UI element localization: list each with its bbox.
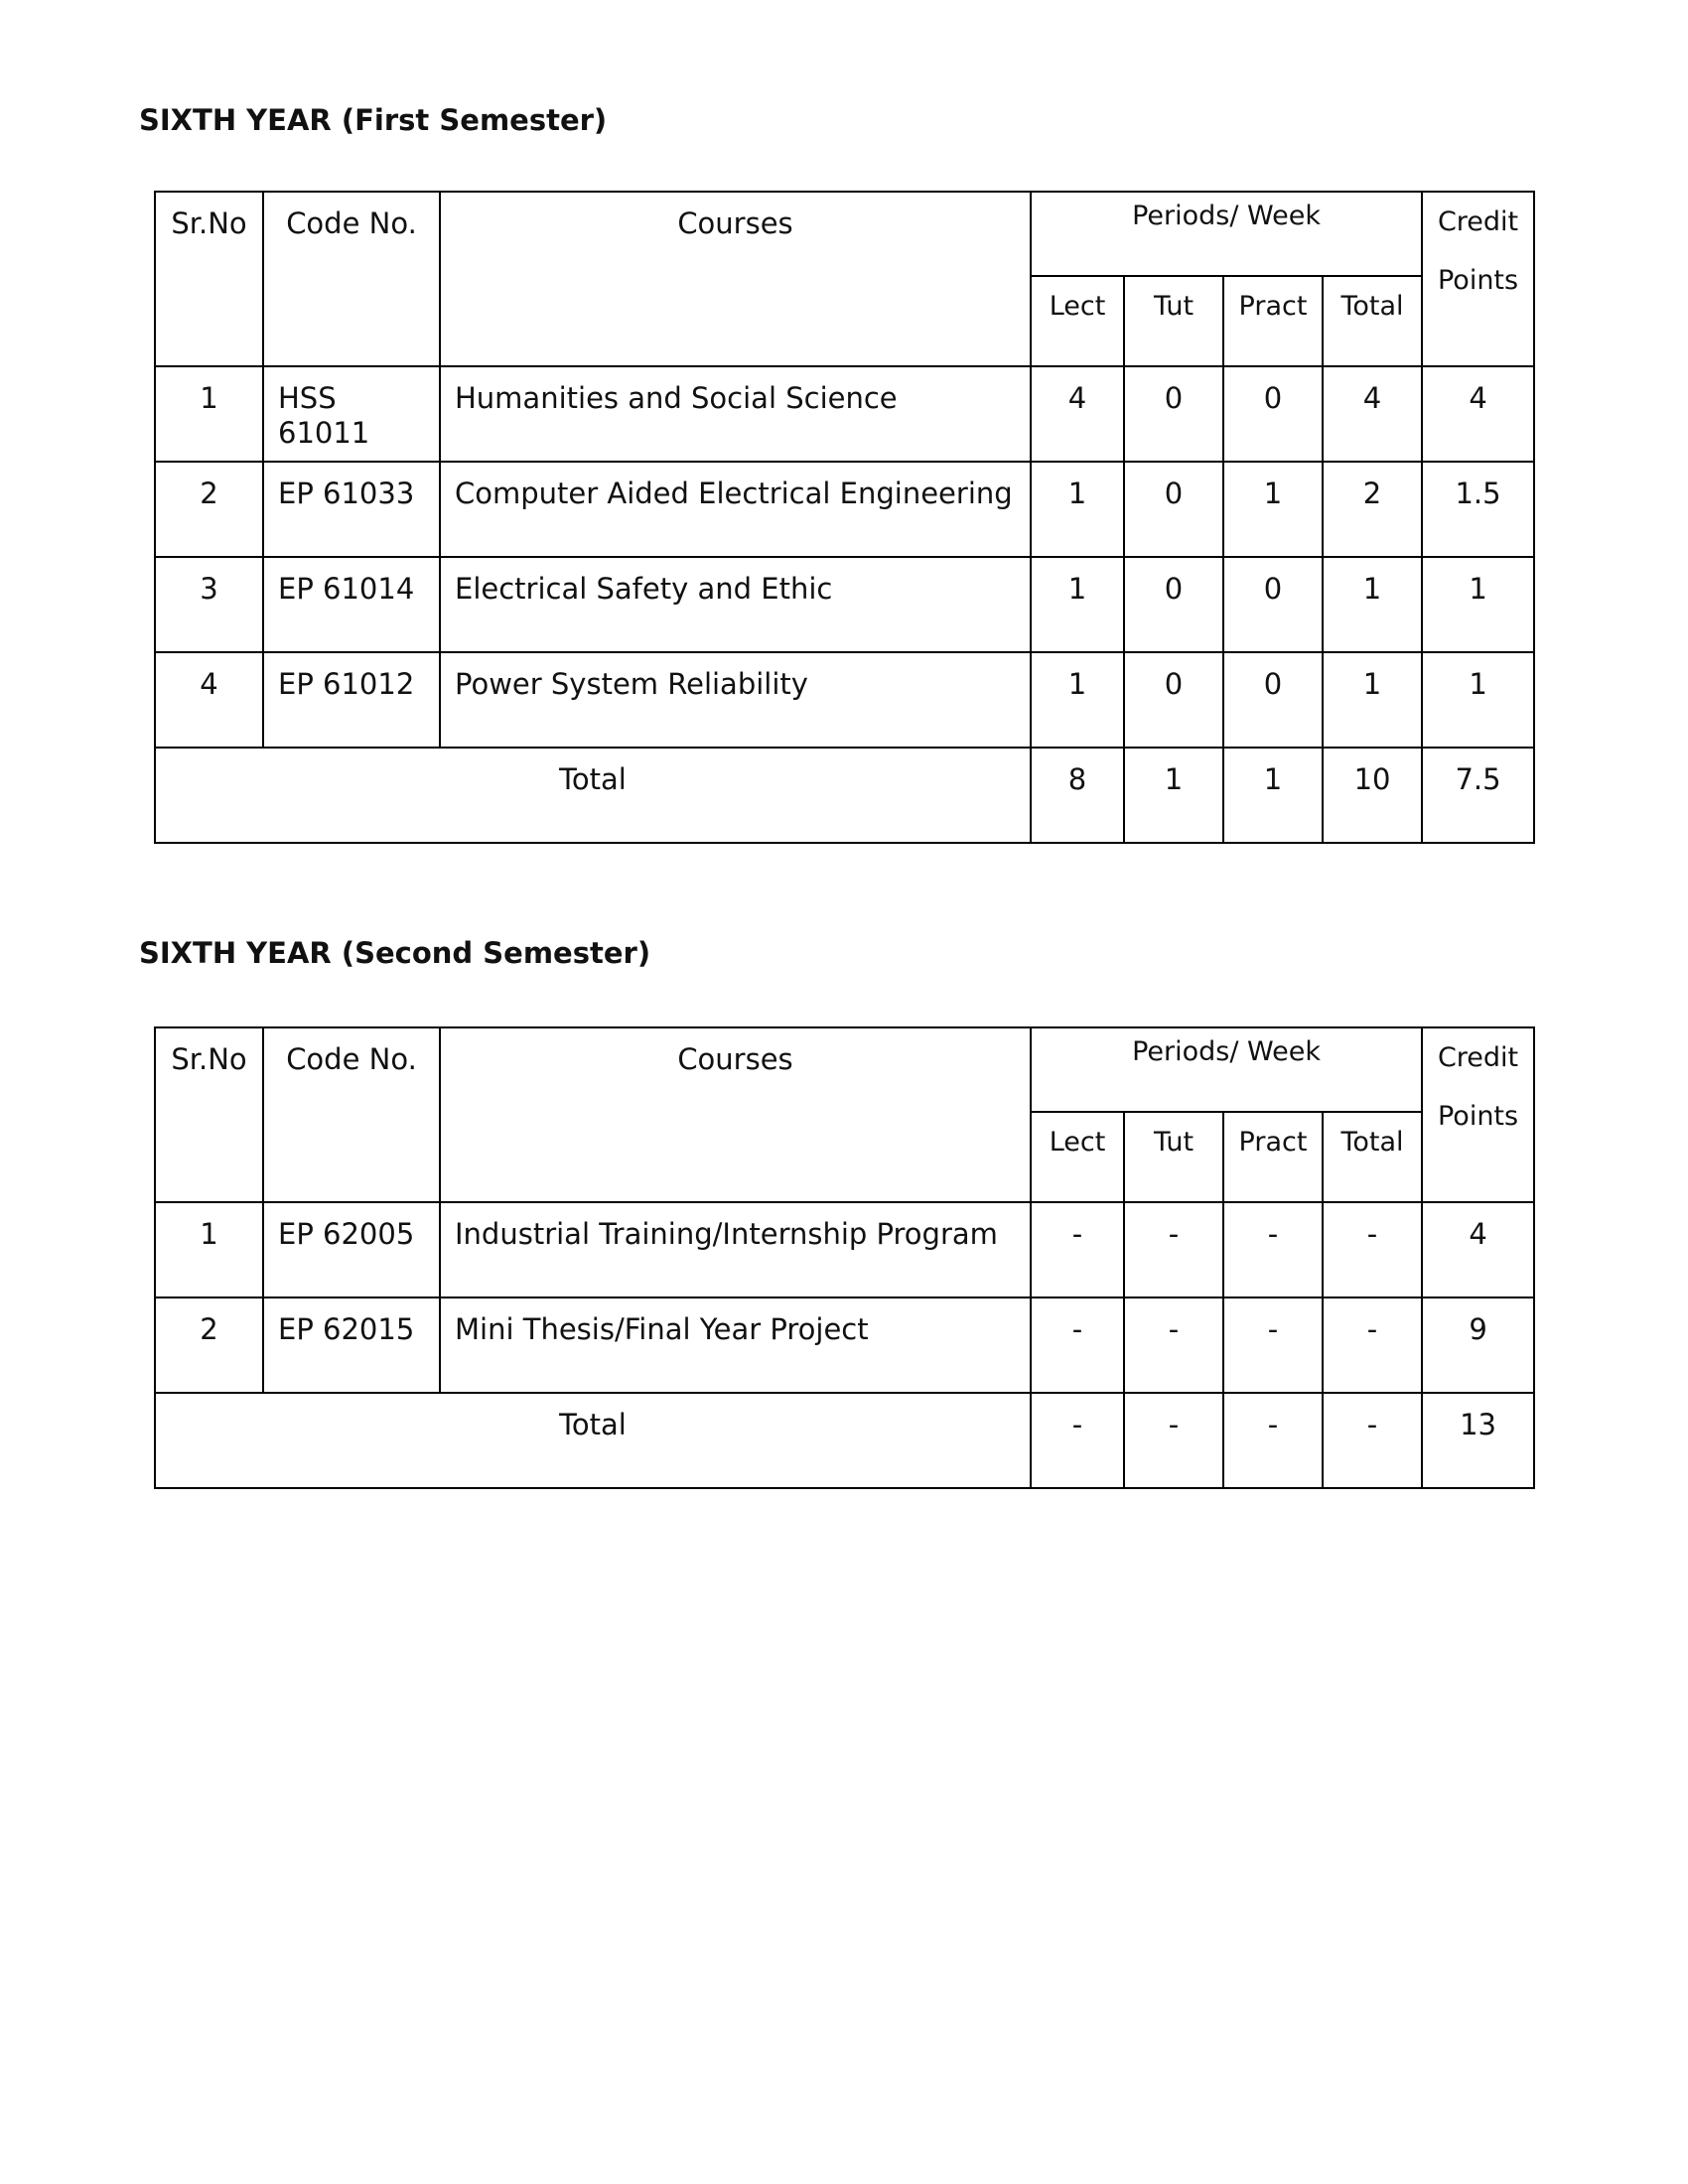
cell-credit: 1.5 xyxy=(1422,462,1534,557)
header-points-label: Points xyxy=(1437,265,1519,297)
header-credit-label: Credit xyxy=(1437,206,1519,237)
total-pract: - xyxy=(1223,1393,1323,1488)
cell-total: - xyxy=(1323,1202,1422,1297)
cell-course: Computer Aided Electrical Engineering xyxy=(440,462,1031,557)
total-lect: 8 xyxy=(1031,748,1124,843)
cell-total: 4 xyxy=(1323,366,1422,462)
table-row xyxy=(155,557,1534,652)
header-tut: Tut xyxy=(1124,276,1223,366)
cell-sr: 1 xyxy=(155,1202,263,1297)
header-periods-week: Periods/ Week xyxy=(1031,192,1422,276)
cell-lect: 4 xyxy=(1031,366,1124,462)
cell-code: HSS 61011 xyxy=(263,366,440,462)
header-total: Total xyxy=(1323,1112,1422,1202)
cell-code: EP 62015 xyxy=(263,1297,440,1393)
cell-tut: 0 xyxy=(1124,557,1223,652)
cell-pract: 1 xyxy=(1223,462,1323,557)
header-tut: Tut xyxy=(1124,1112,1223,1202)
cell-code: EP 62005 xyxy=(263,1202,440,1297)
semester-2-title: SIXTH YEAR (Second Semester) xyxy=(139,936,651,970)
header-lect: Lect xyxy=(1031,1112,1124,1202)
header-lect: Lect xyxy=(1031,276,1124,366)
header-credit-points xyxy=(1422,1027,1534,1202)
semester-2-table xyxy=(154,1026,1535,1489)
cell-credit: 1 xyxy=(1422,557,1534,652)
total-label: Total xyxy=(155,1393,1031,1488)
cell-tut: 0 xyxy=(1124,366,1223,462)
cell-sr: 4 xyxy=(155,652,263,748)
cell-lect: - xyxy=(1031,1297,1124,1393)
cell-course: Industrial Training/Internship Program xyxy=(440,1202,1031,1297)
cell-tut: - xyxy=(1124,1297,1223,1393)
header-code-no: Code No. xyxy=(263,192,440,366)
cell-credit: 4 xyxy=(1422,1202,1534,1297)
header-sr-no: Sr.No xyxy=(155,192,263,366)
table-row xyxy=(155,462,1534,557)
cell-pract: 0 xyxy=(1223,557,1323,652)
cell-total: 1 xyxy=(1323,652,1422,748)
total-tut: - xyxy=(1124,1393,1223,1488)
cell-credit: 4 xyxy=(1422,366,1534,462)
cell-tut: 0 xyxy=(1124,462,1223,557)
table-row xyxy=(155,1297,1534,1393)
cell-pract: 0 xyxy=(1223,652,1323,748)
total-credit: 7.5 xyxy=(1422,748,1534,843)
cell-credit: 9 xyxy=(1422,1297,1534,1393)
total-total: - xyxy=(1323,1393,1422,1488)
cell-credit: 1 xyxy=(1422,652,1534,748)
cell-sr: 2 xyxy=(155,462,263,557)
total-label: Total xyxy=(155,748,1031,843)
cell-course: Humanities and Social Science xyxy=(440,366,1031,462)
table-row xyxy=(155,366,1534,462)
cell-lect: - xyxy=(1031,1202,1124,1297)
cell-course: Power System Reliability xyxy=(440,652,1031,748)
cell-pract: - xyxy=(1223,1202,1323,1297)
semester-1-title: SIXTH YEAR (First Semester) xyxy=(139,103,608,137)
header-periods-week: Periods/ Week xyxy=(1031,1027,1422,1112)
cell-sr: 3 xyxy=(155,557,263,652)
header-pract: Pract xyxy=(1223,276,1323,366)
cell-code: EP 61012 xyxy=(263,652,440,748)
total-credit: 13 xyxy=(1422,1393,1534,1488)
semester-1-table xyxy=(154,191,1535,844)
header-credit-label: Credit xyxy=(1437,1042,1519,1073)
total-total: 10 xyxy=(1323,748,1422,843)
cell-total: - xyxy=(1323,1297,1422,1393)
cell-pract: - xyxy=(1223,1297,1323,1393)
header-courses: Courses xyxy=(440,192,1031,366)
cell-total: 1 xyxy=(1323,557,1422,652)
cell-pract: 0 xyxy=(1223,366,1323,462)
cell-total: 2 xyxy=(1323,462,1422,557)
cell-sr: 2 xyxy=(155,1297,263,1393)
table-header-row xyxy=(155,192,1534,276)
cell-tut: 0 xyxy=(1124,652,1223,748)
header-points-label: Points xyxy=(1437,1101,1519,1133)
cell-code: EP 61033 xyxy=(263,462,440,557)
cell-lect: 1 xyxy=(1031,462,1124,557)
header-total: Total xyxy=(1323,276,1422,366)
total-tut: 1 xyxy=(1124,748,1223,843)
header-courses: Courses xyxy=(440,1027,1031,1202)
total-pract: 1 xyxy=(1223,748,1323,843)
total-lect: - xyxy=(1031,1393,1124,1488)
header-pract: Pract xyxy=(1223,1112,1323,1202)
table-row xyxy=(155,652,1534,748)
cell-lect: 1 xyxy=(1031,652,1124,748)
cell-course: Electrical Safety and Ethic xyxy=(440,557,1031,652)
table-total-row xyxy=(155,1393,1534,1488)
cell-tut: - xyxy=(1124,1202,1223,1297)
table-header-row xyxy=(155,1027,1534,1112)
cell-lect: 1 xyxy=(1031,557,1124,652)
header-credit-points xyxy=(1422,192,1534,366)
table-total-row xyxy=(155,748,1534,843)
header-code-no: Code No. xyxy=(263,1027,440,1202)
cell-sr: 1 xyxy=(155,366,263,462)
cell-code: EP 61014 xyxy=(263,557,440,652)
cell-course: Mini Thesis/Final Year Project xyxy=(440,1297,1031,1393)
table-row xyxy=(155,1202,1534,1297)
header-sr-no: Sr.No xyxy=(155,1027,263,1202)
